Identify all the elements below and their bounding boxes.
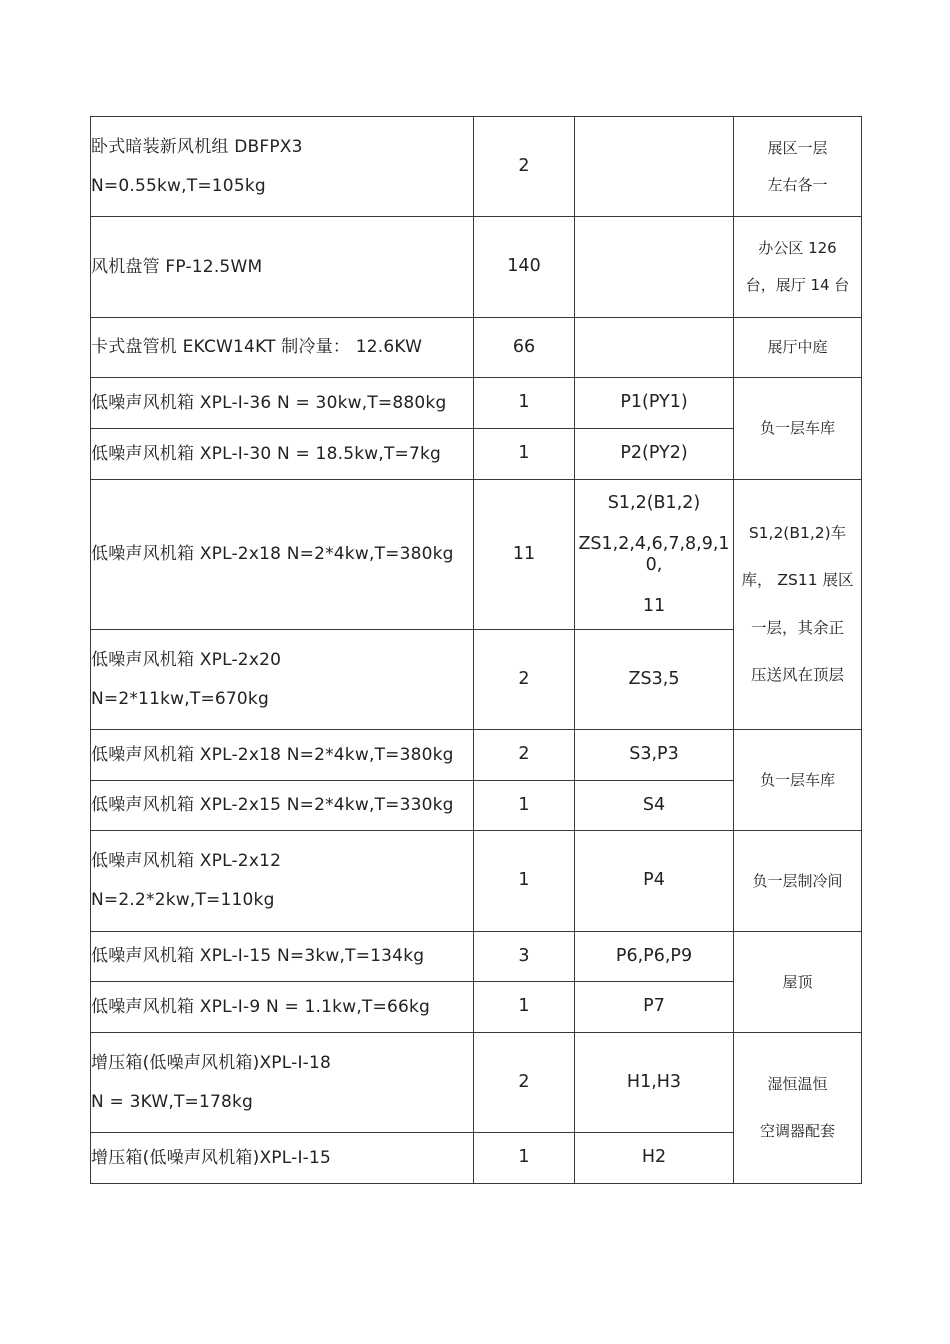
code: P6,P6,P9 bbox=[575, 932, 734, 982]
name-line: 增压箱(低噪声风机箱)XPL-I-15 bbox=[91, 1147, 332, 1168]
name-line: 低噪声风机箱 XPL-I-30 N = 18.5kw,T=7kg bbox=[91, 443, 442, 464]
equipment-name bbox=[91, 117, 474, 217]
note bbox=[734, 1033, 862, 1184]
quantity: 1 bbox=[474, 429, 575, 480]
code: S4 bbox=[575, 781, 734, 831]
note-line: 展厅中庭 bbox=[767, 338, 828, 356]
code bbox=[575, 318, 734, 378]
name-line: 低噪声风机箱 XPL-I-15 N=3kw,T=134kg bbox=[91, 946, 425, 966]
equipment-name bbox=[91, 318, 474, 378]
equipment-name bbox=[91, 217, 474, 318]
code: H1,H3 bbox=[575, 1033, 734, 1133]
note-line: 左右各一 bbox=[767, 175, 828, 194]
note-line: 屋顶 bbox=[782, 972, 813, 991]
name-line: 低噪声风机箱 XPL-2x20 bbox=[91, 649, 282, 670]
name-line: 增压箱(低噪声风机箱)XPL-I-18 bbox=[91, 1052, 332, 1073]
quantity: 1 bbox=[474, 378, 575, 429]
quantity: 2 bbox=[474, 1033, 575, 1133]
code-line: S1,2(B1,2) bbox=[607, 492, 701, 513]
table-row bbox=[91, 217, 862, 318]
equipment-name bbox=[91, 630, 474, 730]
code-line: ZS1,2,4,6,7,8,9,10, bbox=[578, 533, 730, 575]
equipment-name bbox=[91, 781, 474, 831]
note-line: 办公区 126 bbox=[758, 239, 837, 257]
equipment-name bbox=[91, 982, 474, 1033]
quantity: 1 bbox=[474, 781, 575, 831]
equipment-name bbox=[91, 831, 474, 932]
code: P4 bbox=[575, 831, 734, 932]
name-line: 低噪声风机箱 XPL-2x18 N=2*4kw,T=380kg bbox=[91, 744, 454, 765]
table-row bbox=[91, 932, 862, 982]
note-line: 空调器配套 bbox=[759, 1122, 835, 1140]
name-line: 卧式暗装新风机组 DBFPX3 bbox=[91, 136, 303, 157]
note-line: 一层，其余正 bbox=[750, 618, 844, 637]
note bbox=[734, 480, 862, 730]
equipment-name bbox=[91, 932, 474, 982]
name-line: 风机盘管 FP-12.5WM bbox=[91, 256, 263, 277]
table-row bbox=[91, 1033, 862, 1133]
quantity: 2 bbox=[474, 630, 575, 730]
note-line: 台，展厅 14 台 bbox=[745, 276, 850, 294]
note-line: 压送风在顶层 bbox=[750, 666, 844, 684]
table-row bbox=[91, 831, 862, 932]
quantity: 2 bbox=[474, 117, 575, 217]
note-line: S1,2(B1,2)车 bbox=[748, 523, 847, 542]
quantity: 66 bbox=[474, 318, 575, 378]
note-line: 湿恒温恒 bbox=[767, 1075, 828, 1093]
quantity: 140 bbox=[474, 217, 575, 318]
code: S3,P3 bbox=[575, 730, 734, 781]
note bbox=[734, 318, 862, 378]
note bbox=[734, 730, 862, 831]
name-line: 低噪声风机箱 XPL-I-9 N = 1.1kw,T=66kg bbox=[91, 996, 431, 1017]
note-line: 负一层车库 bbox=[759, 419, 835, 437]
equipment-table bbox=[90, 116, 862, 1184]
table-row bbox=[91, 117, 862, 217]
note-line: 库， ZS11 展区 bbox=[741, 571, 854, 589]
equipment-name bbox=[91, 730, 474, 781]
note-line: 负一层车库 bbox=[759, 770, 835, 789]
quantity: 1 bbox=[474, 831, 575, 932]
name-line: N=2*11kw,T=670kg bbox=[91, 688, 269, 709]
note bbox=[734, 932, 862, 1033]
equipment-name bbox=[91, 480, 474, 630]
equipment-name bbox=[91, 429, 474, 480]
code: P7 bbox=[575, 982, 734, 1033]
quantity: 1 bbox=[474, 982, 575, 1033]
quantity: 11 bbox=[474, 480, 575, 630]
table-row bbox=[91, 318, 862, 378]
name-line: 低噪声风机箱 XPL-2x12 bbox=[91, 851, 282, 871]
code: H2 bbox=[575, 1133, 734, 1184]
name-line: 低噪声风机箱 XPL-I-36 N = 30kw,T=880kg bbox=[91, 392, 447, 413]
quantity: 2 bbox=[474, 730, 575, 781]
code: P2(PY2) bbox=[575, 429, 734, 480]
name-line: N=0.55kw,T=105kg bbox=[91, 175, 266, 196]
code bbox=[575, 480, 734, 630]
quantity: 1 bbox=[474, 1133, 575, 1184]
equipment-name bbox=[91, 378, 474, 429]
code: ZS3,5 bbox=[575, 630, 734, 730]
code: P1(PY1) bbox=[575, 378, 734, 429]
note bbox=[734, 117, 862, 217]
code bbox=[575, 217, 734, 318]
table-row bbox=[91, 480, 862, 630]
note-line: 负一层制冷间 bbox=[752, 871, 843, 890]
note bbox=[734, 831, 862, 932]
table-row bbox=[91, 378, 862, 429]
note bbox=[734, 378, 862, 480]
code-line: 11 bbox=[642, 595, 666, 616]
name-line: N = 3KW,T=178kg bbox=[91, 1091, 254, 1112]
name-line: 卡式盘管机 EKCW14KT 制冷量： 12.6KW bbox=[91, 337, 423, 357]
table-row bbox=[91, 730, 862, 781]
code bbox=[575, 117, 734, 217]
quantity: 3 bbox=[474, 932, 575, 982]
name-line: N=2.2*2kw,T=110kg bbox=[91, 890, 275, 910]
equipment-name bbox=[91, 1133, 474, 1184]
name-line: 低噪声风机箱 XPL-2x18 N=2*4kw,T=380kg bbox=[91, 544, 454, 564]
name-line: 低噪声风机箱 XPL-2x15 N=2*4kw,T=330kg bbox=[91, 795, 454, 815]
note bbox=[734, 217, 862, 318]
note-line: 展区一层 bbox=[767, 138, 828, 157]
equipment-name bbox=[91, 1033, 474, 1133]
